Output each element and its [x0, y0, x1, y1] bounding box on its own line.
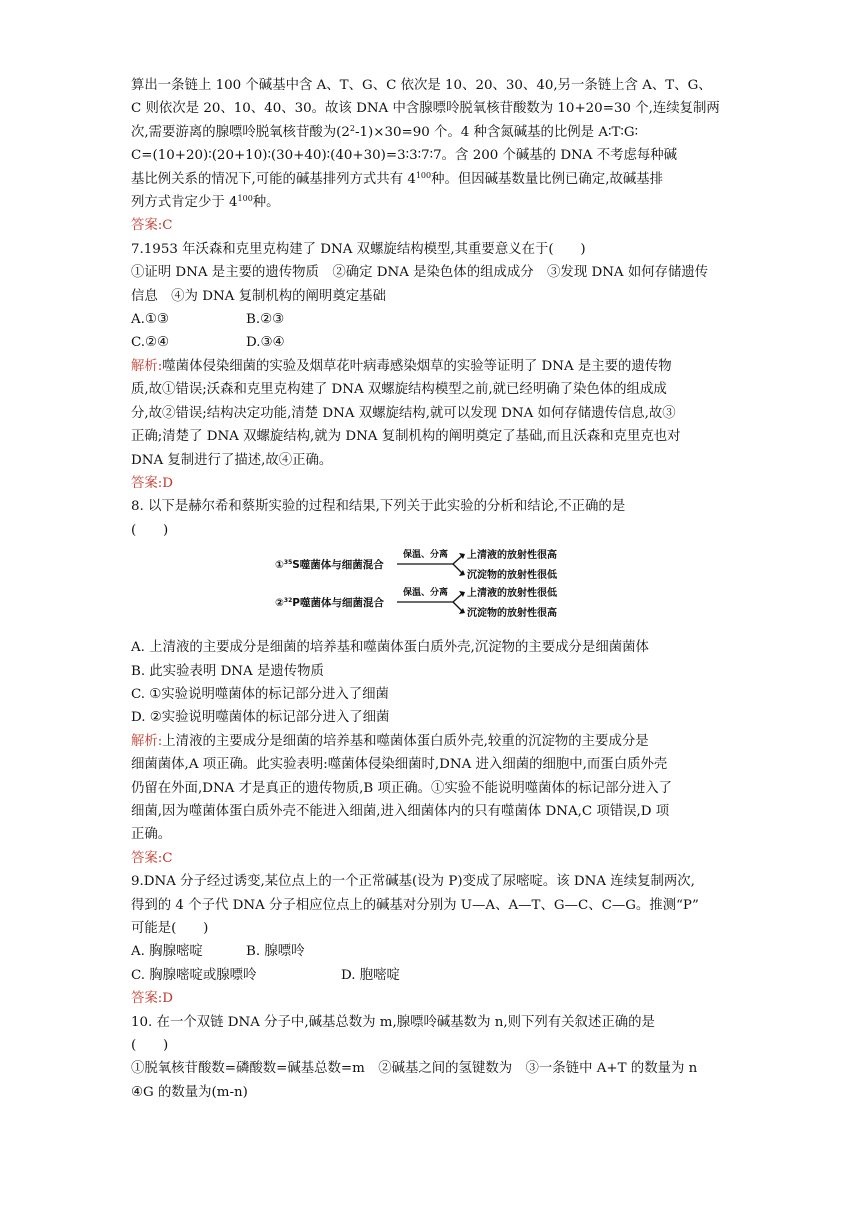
question-8-option-b: B. 此实验表明 DNA 是遗传物质 — [131, 663, 324, 679]
question-7-stem: 7.1953 年沃森和克里克构建了 DNA 双螺旋结构模型,其重要意义在于( ) — [131, 241, 586, 257]
option-c: C.②④ — [131, 335, 170, 351]
explanation-line: C 则依次是 20、10、40、30。故该 DNA 中含腺嘌呤脱氧核苷酸数为 10+20=30 个,连续复制两 — [131, 101, 720, 117]
question-7-options — [131, 308, 731, 331]
answer-line: 答案:D — [131, 475, 174, 491]
option-b: B.②③ — [246, 312, 285, 328]
diagram-row2-label: ②$^{32}$P噬菌体与细菌混合 — [275, 597, 384, 610]
diagram-row1-label: ①$^{35}$S噬菌体与细菌混合 — [275, 559, 384, 572]
option-b: B. 腺嘌呤 — [246, 944, 305, 960]
answer-line: 答案:C — [131, 218, 173, 234]
answer-line: 答案:C — [131, 850, 173, 866]
diagram-arrow-label: 保温、分离 — [403, 588, 449, 599]
explanation-label: 解析: — [131, 358, 163, 374]
explanation-line: 基比例关系的情况下,可能的碱基排列方式共有 $4^{100}$种。但因碱基数量比例已确定,故碱基排 — [131, 170, 664, 187]
question-7-explanation: 分,故②错误;结构决定功能,清楚 DNA 双螺旋结构,就可以发现 DNA 如何存储遗传信息,故③ — [131, 405, 676, 421]
question-10-items: ①脱氧核苷酸数=磷酸数=碱基总数=m ②碱基之间的氢键数为 ③一条链中 A+T 的数量为 n — [131, 1061, 698, 1077]
explanation-line: 列方式肯定少于 $4^{100}$种。 — [131, 194, 280, 211]
question-10-items: ④G 的数量为(m-n) — [131, 1084, 248, 1100]
question-8-explanation: 仍留在外面,DNA 才是真正的遗传物质,B 项正确。①实验不能说明噬菌体的标记部分进入了 — [131, 780, 673, 796]
question-7-explanation: 解析:噬菌体侵染细菌的实验及烟草花叶病毒感染烟草的实验等证明了 DNA 是主要的遗传物 — [131, 358, 672, 374]
question-9-stem: 9.DNA 分子经过诱变,某位点上的一个正常碱基(设为 P)变成了尿嘧啶。该 DNA 连续复制两次, — [131, 874, 695, 890]
question-8-stem: 8. 以下是赫尔希和蔡斯实验的过程和结果,下列关于此实验的分析和结论,不正确的是 — [131, 499, 626, 515]
explanation-label: 解析: — [131, 733, 163, 749]
question-7-items: 信息 ④为 DNA 复制机构的阐明奠定基础 — [131, 288, 386, 304]
question-8-stem: ( ) — [131, 522, 169, 538]
option-c: C. 胸腺嘧啶或腺嘌呤 — [131, 967, 257, 983]
question-10-stem: ( ) — [131, 1038, 169, 1054]
explanation-line: 算出一条链上 100 个碱基中含 A、T、G、C 依次是 10、20、30、40,另一条链上含 A、T、G、 — [131, 78, 712, 93]
explanation-line: 次,需要游离的腺嘌呤脱氧核苷酸为$(2^2-1)\times 30=90$ 个。4 种含氮碱基的比例是 A∶T∶G∶ — [131, 123, 639, 140]
diagram-row2-top: 上清液的放射性很低 — [467, 588, 557, 600]
option-d: D. 胞嘧啶 — [341, 967, 400, 983]
question-9-stem: 可能是( ) — [131, 921, 209, 936]
question-8-explanation: 细菌,因为噬菌体蛋白质外壳不能进入细菌,进入细菌体内的只有噬菌体 DNA,C 项错误,D 项 — [131, 803, 670, 819]
diagram-row2-bottom: 沉淀物的放射性很高 — [467, 608, 557, 620]
question-8-explanation: 解析:上清液的主要成分是细菌的培养基和噬菌体蛋白质外壳,较重的沉淀物的主要成分是 — [131, 733, 649, 749]
question-7-explanation: 正确;清楚了 DNA 双螺旋结构,就为 DNA 复制机构的阐明奠定了基础,而且沃森和克里克也对 — [131, 429, 681, 445]
option-a: A.①③ — [131, 312, 169, 328]
question-8-option-c: C. ①实验说明噬菌体的标记部分进入了细菌 — [131, 686, 389, 702]
diagram-row1-bottom: 沉淀物的放射性很低 — [467, 570, 557, 582]
answer-line: 答案:D — [131, 991, 174, 1007]
explanation-line: C=(10+20)∶(20+10)∶(30+40)∶(40+30)=3∶3∶7∶7。含 200 个碱基的 DNA 不考虑每种碱 — [131, 148, 678, 164]
question-8-option-a: A. 上清液的主要成分是细菌的培养基和噬菌体蛋白质外壳,沉淀物的主要成分是细菌菌体 — [131, 640, 649, 656]
question-7-options — [131, 331, 731, 354]
question-7-explanation: DNA 复制进行了描述,故④正确。 — [131, 452, 333, 468]
document-page — [131, 74, 731, 1104]
question-7-items: ①证明 DNA 是主要的遗传物质 ②确定 DNA 是染色体的组成成分 ③发现 DNA 如何存储遗传 — [131, 265, 709, 281]
question-9-stem: 得到的 4 个子代 DNA 分子相应位点上的碱基对分别为 U—A、A—T、G—C、C—G。推测“P” — [131, 897, 699, 913]
question-9-options — [131, 964, 731, 987]
question-8-option-d: D. ②实验说明噬菌体的标记部分进入了细菌 — [131, 710, 390, 726]
question-7-explanation: 质,故①错误;沃森和克里克构建了 DNA 双螺旋结构模型之前,就已经明确了染色体的组成成 — [131, 382, 667, 398]
question-9-options — [131, 940, 731, 963]
diagram-row1-top: 上清液的放射性很高 — [467, 550, 557, 562]
question-10-stem: 10. 在一个双链 DNA 分子中,碱基总数为 m,腺嘌呤碱基数为 n,则下列有关叙述正确的是 — [131, 1014, 655, 1030]
question-8-explanation: 细菌菌体,A 项正确。此实验表明:噬菌体侵染细菌时,DNA 进入细菌的细胞中,而蛋白质外壳 — [131, 757, 668, 773]
hershey-chase-diagram — [273, 548, 593, 626]
option-d: D.③④ — [246, 335, 285, 351]
option-a: A. 胸腺嘧啶 — [131, 944, 203, 960]
question-8-explanation: 正确。 — [131, 827, 172, 843]
diagram-arrow-label: 保温、分离 — [403, 550, 449, 561]
